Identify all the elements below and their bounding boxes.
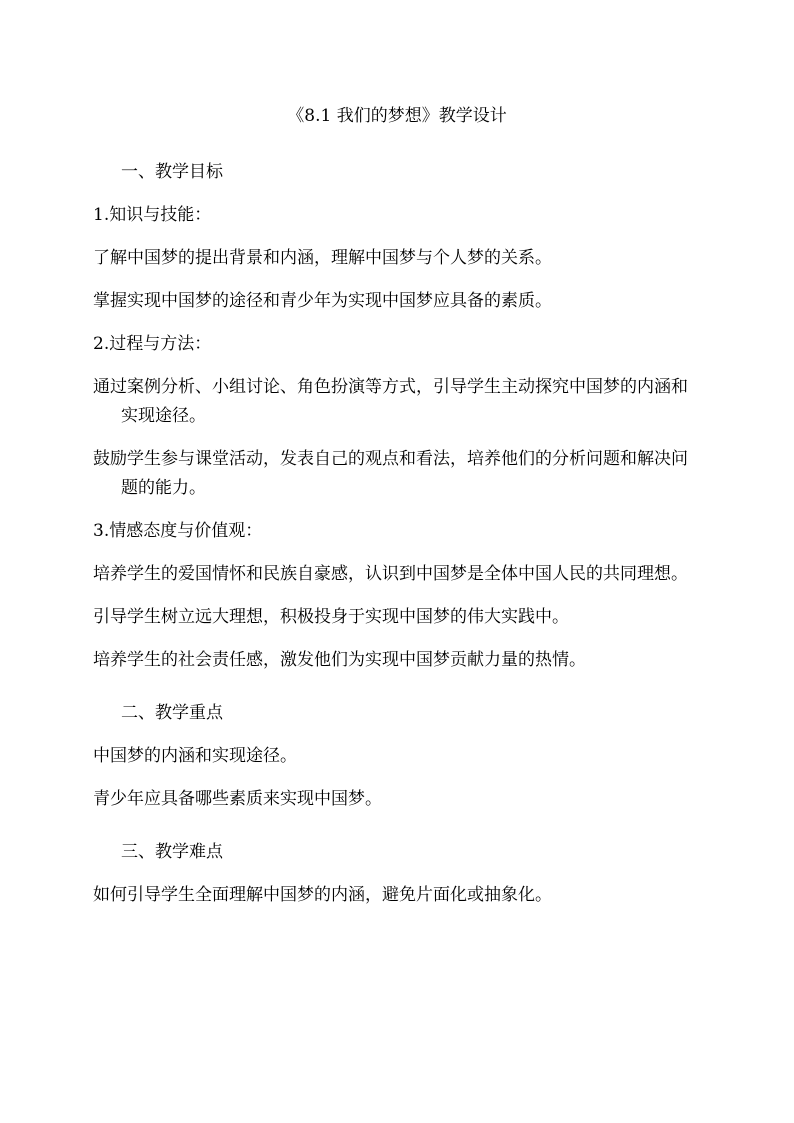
document-title: 《8.1 我们的梦想》教学设计 [287,106,507,126]
paragraph-knowledge-2: 掌握实现中国梦的途径和青少年为实现中国梦应具备的素质。 [93,291,552,311]
section-heading-difficulties: 三、教学难点 [121,842,223,862]
paragraph-emotion-2: 引导学生树立远大理想，积极投身于实现中国梦的伟大实践中。 [93,607,569,627]
paragraph-key-points-1: 中国梦的内涵和实现途径。 [93,746,297,766]
document-body [93,158,693,910]
paragraph-knowledge-1: 了解中国梦的提出背景和内涵，理解中国梦与个人梦的关系。 [93,248,552,268]
section-heading-key-points: 二、教学重点 [121,703,223,723]
paragraph-emotion-1: 培养学生的爱国情怀和民族自豪感，认识到中国梦是全体中国人民的共同理想。 [93,564,688,584]
section-heading-objectives: 一、教学目标 [121,162,223,182]
paragraph-key-points-2: 青少年应具备哪些素质来实现中国梦。 [93,789,382,809]
subheading-emotion: 3.情感态度与价值观： [93,521,263,541]
paragraph-difficulties-1: 如何引导学生全面理解中国梦的内涵，避免片面化或抽象化。 [93,885,552,905]
subheading-knowledge: 1.知识与技能： [93,205,212,225]
paragraph-process-1: 通过案例分析、小组讨论、角色扮演等方式，引导学生主动探究中国梦的内涵和实现途径。 [93,377,688,426]
paragraph-emotion-3: 培养学生的社会责任感，激发他们为实现中国梦贡献力量的热情。 [93,650,586,670]
paragraph-process-2: 鼓励学生参与课堂活动，发表自己的观点和看法，培养他们的分析问题和解决问题的能力。 [93,449,688,498]
subheading-process: 2.过程与方法： [93,334,212,354]
